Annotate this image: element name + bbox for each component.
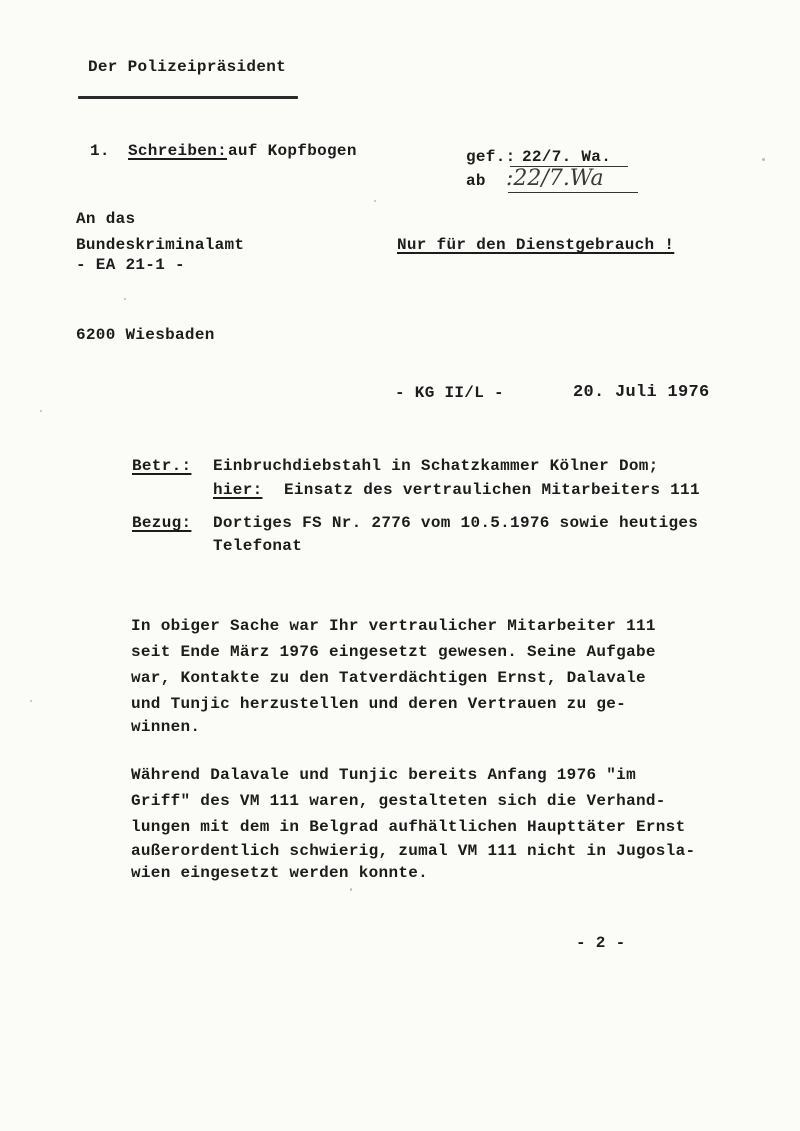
letter-date: 20. Juli 1976 <box>573 383 710 402</box>
recipient-line-2: Bundeskriminalamt <box>76 236 245 254</box>
instruction-label: Schreiben: <box>128 142 228 160</box>
betr-text: Einbruchdiebstahl in Schatzkammer Kölner Dom; <box>213 457 659 475</box>
bezug-label: Bezug: <box>132 514 192 532</box>
recipient-line-1: An das <box>76 210 136 228</box>
paragraph-2-line: Griff" des VM 111 waren, gestalteten sich die Verhand- <box>131 792 666 810</box>
instruction-number: 1. <box>90 142 110 160</box>
bezug-line-1: Dortiges FS Nr. 2776 vom 10.5.1976 sowie heutiges <box>213 514 699 532</box>
paragraph-2-line: lungen mit dem in Belgrad aufhältlichen Haupttäter Ernst <box>131 818 686 836</box>
bezug-line-2: Telefonat <box>213 537 303 555</box>
recipient-city: 6200 Wiesbaden <box>76 326 215 344</box>
scan-speck <box>124 298 126 300</box>
recipient-line-3: - EA 21-1 - <box>76 256 185 274</box>
ab-handwritten-value: :22/7.Wa <box>506 166 604 191</box>
scan-speck <box>30 700 32 702</box>
scan-speck <box>762 158 765 161</box>
scan-speck <box>350 888 352 891</box>
hier-text: Einsatz des vertraulichen Mitarbeiters 111 <box>284 481 700 499</box>
sender-heading: Der Polizeipräsident <box>88 58 287 76</box>
paragraph-2-line: außerordentlich schwierig, zumal VM 111 nicht in Jugosla- <box>131 842 696 860</box>
hier-label: hier: <box>213 481 263 499</box>
sender-underline <box>78 96 298 99</box>
betr-label: Betr.: <box>132 457 192 475</box>
paragraph-1-line: war, Kontakte zu den Tatverdächtigen Ernst, Dalavale <box>131 669 646 687</box>
paragraph-1-line: In obiger Sache war Ihr vertraulicher Mitarbeiter 111 <box>131 617 656 635</box>
file-reference: - KG II/L - <box>395 384 504 402</box>
page-continuation-marker: - 2 - <box>576 934 626 952</box>
paragraph-1-line: winnen. <box>131 718 201 736</box>
ab-underline <box>508 192 638 193</box>
gef-label: gef.: <box>466 148 516 166</box>
ab-label: ab <box>466 172 486 190</box>
gef-value: 22/7. Wa. <box>522 148 612 166</box>
paragraph-2-line: wien eingesetzt werden konnte. <box>131 864 429 882</box>
scan-speck <box>374 200 376 202</box>
paragraph-1-line: seit Ende März 1976 eingesetzt gewesen. Seine Aufgabe <box>131 643 656 661</box>
paragraph-1-line: und Tunjic herzustellen und deren Vertrauen zu ge- <box>131 695 627 713</box>
scan-speck <box>40 410 42 412</box>
classification-note: Nur für den Dienstgebrauch ! <box>397 236 675 254</box>
instruction-text: auf Kopfbogen <box>228 142 357 160</box>
paragraph-2-line: Während Dalavale und Tunjic bereits Anfang 1976 "im <box>131 766 636 784</box>
